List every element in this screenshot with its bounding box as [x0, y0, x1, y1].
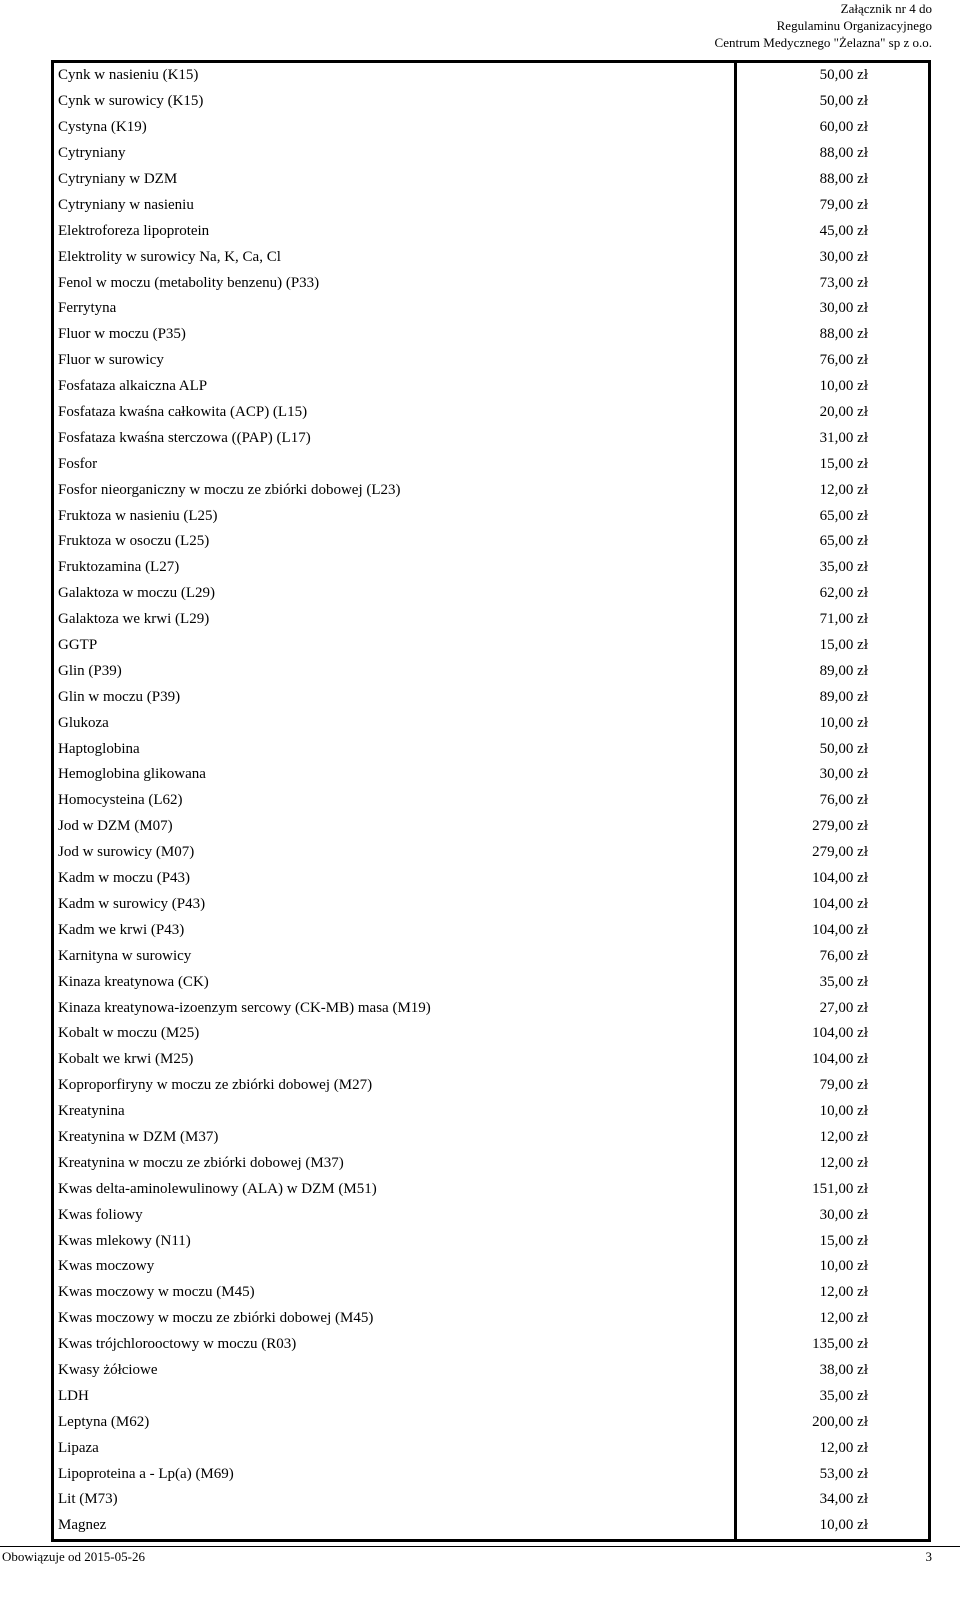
table-row	[53, 633, 930, 659]
table-row	[53, 529, 930, 555]
test-price: 20,00 zł	[819, 404, 868, 421]
table-row	[53, 244, 930, 270]
test-price: 76,00 zł	[819, 947, 868, 964]
test-name: Galaktoza w moczu (L29)	[53, 581, 736, 607]
test-name: Kobalt w moczu (M25)	[53, 1021, 736, 1047]
test-name: Karnityna w surowicy	[53, 943, 736, 969]
table-row	[53, 503, 930, 529]
test-name: Kinaza kreatynowa (CK)	[53, 969, 736, 995]
test-name: Fruktoza w nasieniu (L25)	[53, 503, 736, 529]
test-price: 62,00 zł	[819, 585, 868, 602]
test-name: Lipoproteina a - Lp(a) (M69)	[53, 1461, 736, 1487]
test-price: 15,00 zł	[819, 455, 868, 472]
test-name: Kadm we krwi (P43)	[53, 917, 736, 943]
test-price: 279,00 zł	[812, 818, 868, 835]
test-price: 73,00 zł	[819, 274, 868, 291]
test-price: 10,00 zł	[819, 1258, 868, 1275]
table-row	[53, 1332, 930, 1358]
test-name: Hemoglobina glikowana	[53, 762, 736, 788]
test-price: 35,00 zł	[819, 559, 868, 576]
table-row	[53, 1409, 930, 1435]
test-name: Kwas moczowy w moczu ze zbiórki dobowej (M45)	[53, 1306, 736, 1332]
test-price: 45,00 zł	[819, 222, 868, 239]
table-row	[53, 322, 930, 348]
table-row	[53, 400, 930, 426]
test-name: Glin w moczu (P39)	[53, 684, 736, 710]
table-row	[53, 89, 930, 115]
table-row	[53, 710, 930, 736]
test-name: Kreatynina w DZM (M37)	[53, 1125, 736, 1151]
test-price: 135,00 zł	[812, 1336, 868, 1353]
test-name: Fluor w surowicy	[53, 348, 736, 374]
test-name: Koproporfiryny w moczu ze zbiórki dobowej (M27)	[53, 1073, 736, 1099]
table-row	[53, 969, 930, 995]
test-name: Kwas moczowy	[53, 1254, 736, 1280]
test-price: 27,00 zł	[819, 999, 868, 1016]
table-row	[53, 296, 930, 322]
table-row	[53, 1513, 930, 1540]
test-name: Haptoglobina	[53, 736, 736, 762]
test-price: 15,00 zł	[819, 1232, 868, 1249]
test-price: 88,00 zł	[819, 326, 868, 343]
table-row	[53, 1254, 930, 1280]
test-name: Lit (M73)	[53, 1487, 736, 1513]
table-row	[53, 1228, 930, 1254]
table-row	[53, 1358, 930, 1384]
test-price: 88,00 zł	[819, 171, 868, 187]
table-row	[53, 555, 930, 581]
test-price: 12,00 zł	[819, 1284, 868, 1301]
test-name: Galaktoza we krwi (L29)	[53, 607, 736, 633]
test-price: 104,00 zł	[812, 1025, 868, 1042]
test-name: Kobalt we krwi (M25)	[53, 1047, 736, 1073]
test-price: 30,00 zł	[819, 248, 868, 265]
test-price: 31,00 zł	[819, 429, 868, 446]
test-price: 53,00 zł	[819, 1465, 868, 1482]
test-price: 10,00 zł	[819, 714, 868, 731]
test-price: 89,00 zł	[819, 688, 868, 705]
test-name: Jod w DZM (M07)	[53, 814, 736, 840]
test-name: Cytryniany w DZM	[53, 167, 736, 193]
table-row	[53, 840, 930, 866]
test-price: 50,00 zł	[819, 93, 868, 110]
table-row	[53, 892, 930, 918]
test-name: Cytryniany w nasieniu	[53, 192, 736, 218]
table-row	[53, 1461, 930, 1487]
test-price: 15,00 zł	[819, 637, 868, 654]
test-price: 79,00 zł	[819, 196, 868, 213]
test-name: Magnez	[53, 1513, 736, 1540]
table-row	[53, 736, 930, 762]
test-name: Cytryniany	[53, 141, 736, 167]
header-regulation-line: Regulaminu Organizacyjnego	[776, 18, 932, 33]
table-row	[53, 374, 930, 400]
test-name: Fosfor	[53, 451, 736, 477]
test-price: 65,00 zł	[819, 533, 868, 550]
test-name: Fluor w moczu (P35)	[53, 322, 736, 348]
test-price: 50,00 zł	[819, 67, 868, 84]
test-price: 35,00 zł	[819, 1387, 868, 1404]
table-row	[53, 607, 930, 633]
table-row	[53, 581, 930, 607]
test-name: Cynk w surowicy (K15)	[53, 89, 736, 115]
test-price: 89,00 zł	[819, 662, 868, 679]
table-row	[53, 1150, 930, 1176]
table-row	[53, 451, 930, 477]
test-name: Cynk w nasieniu (K15)	[53, 62, 736, 89]
test-name: Elektroforeza lipoprotein	[53, 218, 736, 244]
test-price: 50,00 zł	[819, 740, 868, 757]
test-name: Cystyna (K19)	[53, 115, 736, 141]
test-name: Kinaza kreatynowa-izoenzym sercowy (CK-MB) masa (M19)	[53, 995, 736, 1021]
test-price: 88,00 zł	[819, 145, 868, 162]
price-list-body	[53, 62, 930, 1541]
table-row	[53, 866, 930, 892]
table-row	[53, 192, 930, 218]
test-price: 35,00 zł	[819, 973, 868, 990]
table-row	[53, 218, 930, 244]
table-row	[53, 62, 930, 89]
test-price: 279,00 zł	[812, 844, 868, 861]
test-price: 30,00 zł	[819, 1206, 868, 1223]
test-name: Kwas foliowy	[53, 1202, 736, 1228]
table-row	[53, 814, 930, 840]
test-name: Kadm w moczu (P43)	[53, 866, 736, 892]
header-company-line: Centrum Medycznego "Żelazna" sp z o.o.	[714, 35, 932, 50]
table-row	[53, 1176, 930, 1202]
test-name: Fruktoza w osoczu (L25)	[53, 529, 736, 555]
table-row	[53, 917, 930, 943]
test-price: 79,00 zł	[819, 1077, 868, 1094]
test-price: 38,00 zł	[819, 1361, 868, 1378]
table-row	[53, 762, 930, 788]
table-row	[53, 425, 930, 451]
test-name: Homocysteina (L62)	[53, 788, 736, 814]
price-list-table	[51, 60, 931, 1542]
header-attachment-line: Załącznik nr 4 do	[840, 1, 932, 16]
table-row	[53, 348, 930, 374]
table-row	[53, 1383, 930, 1409]
test-price: 12,00 zł	[819, 1310, 868, 1327]
table-row	[53, 477, 930, 503]
test-name: Kwas moczowy w moczu (M45)	[53, 1280, 736, 1306]
table-row	[53, 1073, 930, 1099]
test-price: 71,00 zł	[819, 611, 868, 628]
effective-date: Obowiązuje od 2015-05-26	[2, 1549, 145, 1564]
test-price: 104,00 zł	[812, 895, 868, 912]
test-price: 10,00 zł	[819, 1103, 868, 1120]
table-row	[53, 115, 930, 141]
test-name: Lipaza	[53, 1435, 736, 1461]
table-row	[53, 1099, 930, 1125]
table-row	[53, 167, 930, 193]
table-row	[53, 943, 930, 969]
page-number: 3	[925, 1549, 932, 1564]
test-name: Kwas trójchlorooctowy w moczu (R03)	[53, 1332, 736, 1358]
test-name: Glin (P39)	[53, 658, 736, 684]
test-name: Fosfor nieorganiczny w moczu ze zbiórki dobowej (L23)	[53, 477, 736, 503]
test-name: Elektrolity w surowicy Na, K, Ca, Cl	[53, 244, 736, 270]
test-name: Ferrytyna	[53, 296, 736, 322]
table-row	[53, 1487, 930, 1513]
test-price: 151,00 zł	[812, 1180, 868, 1197]
test-price: 200,00 zł	[812, 1413, 868, 1430]
test-name: Fruktozamina (L27)	[53, 555, 736, 581]
table-row	[53, 141, 930, 167]
test-price: 30,00 zł	[819, 300, 868, 317]
test-price: 65,00 zł	[819, 507, 868, 524]
test-price: 12,00 zł	[819, 1439, 868, 1456]
test-name: Fosfataza kwaśna sterczowa ((PAP) (L17)	[53, 425, 736, 451]
table-row	[53, 788, 930, 814]
table-row	[53, 1306, 930, 1332]
test-price: 76,00 zł	[819, 792, 868, 809]
test-name: Kreatynina w moczu ze zbiórki dobowej (M37)	[53, 1150, 736, 1176]
test-price: 104,00 zł	[812, 921, 868, 938]
test-price: 30,00 zł	[819, 766, 868, 783]
test-price: 10,00 zł	[819, 1517, 868, 1534]
test-name: Kwasy żółciowe	[53, 1358, 736, 1384]
test-name: Leptyna (M62)	[53, 1409, 736, 1435]
table-row	[53, 1125, 930, 1151]
test-name: Kwas delta-aminolewulinowy (ALA) w DZM (M51)	[53, 1176, 736, 1202]
table-row	[53, 1202, 930, 1228]
footer-divider	[0, 1546, 960, 1547]
test-name: Kwas mlekowy (N11)	[53, 1228, 736, 1254]
test-price: 104,00 zł	[812, 1051, 868, 1068]
test-price: 10,00 zł	[819, 378, 868, 395]
table-row	[53, 658, 930, 684]
table-row	[53, 995, 930, 1021]
test-price: 12,00 zł	[819, 481, 868, 498]
test-name: Glukoza	[53, 710, 736, 736]
test-name: Kadm w surowicy (P43)	[53, 892, 736, 918]
test-name: LDH	[53, 1383, 736, 1409]
test-price: 76,00 zł	[819, 352, 868, 369]
test-name: Fenol w moczu (metabolity benzenu) (P33)	[53, 270, 736, 296]
table-row	[53, 270, 930, 296]
test-price: 34,00 zł	[819, 1491, 868, 1508]
document-header	[532, 0, 932, 51]
test-price: 60,00 zł	[819, 119, 868, 136]
table-row	[53, 1280, 930, 1306]
test-name: Jod w surowicy (M07)	[53, 840, 736, 866]
test-name: Fosfataza alkaiczna ALP	[53, 374, 736, 400]
test-price: 12,00 zł	[819, 1154, 868, 1171]
test-price: 12,00 zł	[819, 1128, 868, 1145]
test-price: 104,00 zł	[812, 870, 868, 887]
table-row	[53, 1435, 930, 1461]
table-row	[53, 684, 930, 710]
table-row	[53, 1047, 930, 1073]
test-name: Fosfataza kwaśna całkowita (ACP) (L15)	[53, 400, 736, 426]
table-row	[53, 1021, 930, 1047]
test-name: GGTP	[53, 633, 736, 659]
test-name: Kreatynina	[53, 1099, 736, 1125]
